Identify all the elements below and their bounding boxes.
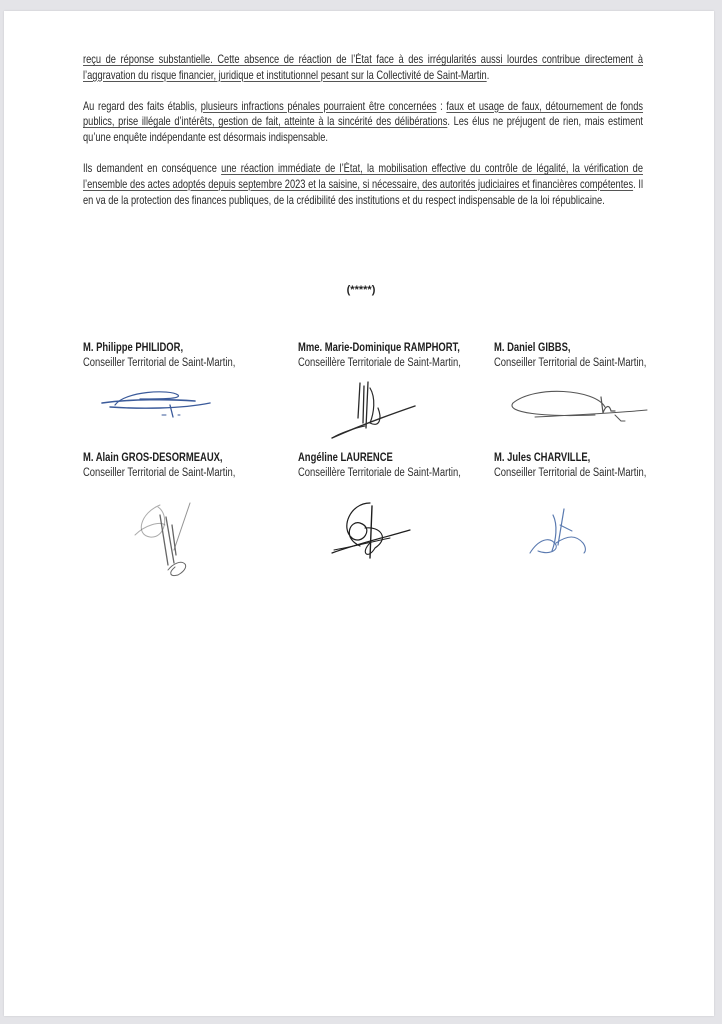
signature-gros-desormeaux <box>130 495 210 580</box>
paragraph-demands <box>83 161 643 208</box>
signatory-role: Conseiller Territorial de Saint-Martin, <box>494 467 647 479</box>
text-run: . <box>486 68 490 82</box>
signatory-name: M. Daniel GIBBS, <box>494 342 571 354</box>
signatory-role: Conseiller Territorial de Saint-Martin, <box>494 357 647 369</box>
signature-philidor <box>100 385 230 425</box>
signatory-role: Conseillère Territoriale de Saint-Martin, <box>298 357 461 369</box>
signatory-name: M. Alain GROS-DESORMEAUX, <box>83 452 223 464</box>
document-body <box>83 52 643 223</box>
signatory-gros-desormeaux <box>83 451 283 481</box>
signatory-name: Angéline LAURENCE <box>298 452 393 464</box>
text-run: Au regard des faits établis, <box>83 99 201 113</box>
signatory-role: Conseiller Territorial de Saint-Martin, <box>83 357 236 369</box>
signatory-name: M. Philippe PHILIDOR, <box>83 342 184 354</box>
signatory-name: M. Jules CHARVILLE, <box>494 452 591 464</box>
signatory-ramphort <box>298 341 498 371</box>
signature-laurence <box>330 498 415 568</box>
underlined-text: reçu de réponse substantielle. Cette absence de réaction de l’État face à des irrégularités aussi lourdes contribue directement à l’aggravation du risque financier, juridique et institutionnel pesant sur la Collectivité de Saint-Martin <box>83 53 643 82</box>
section-separator: (*****) <box>346 284 376 296</box>
signatory-gibbs <box>494 341 694 371</box>
paragraph-penal-offenses <box>83 99 643 146</box>
signature-charville <box>528 505 593 560</box>
underlined-text: faux et usage de faux, détournement de fonds publics, prise illégale d’intérêts, gestion de fait, atteinte à la sincérité des délibérations <box>83 99 644 129</box>
signatory-role: Conseiller Territorial de Saint-Martin, <box>83 467 236 479</box>
underlined-text: plusieurs infractions pénales pourraient être concernées <box>200 99 437 113</box>
text-run: . Il en va de la protection des finances publiques, de la crédibilité des institutions et du respect indispensable de la loi républicaine. <box>83 177 643 207</box>
signature-gibbs <box>505 385 650 430</box>
underlined-text: une réaction immédiate de l’État, la mobilisation effective du contrôle de légalité, la vérification de l’ensemble des actes adoptés depuis septembre 2023 et la saisine, si nécessaire, des autorités judiciaires et financières compétentes <box>83 161 643 191</box>
text-run: : <box>436 99 447 113</box>
text-run: Ils demandent en conséquence <box>83 161 222 175</box>
signatory-role: Conseillère Territoriale de Saint-Martin, <box>298 467 461 479</box>
signatory-charville <box>494 451 694 481</box>
text-run: . Les élus ne préjugent de rien, mais estiment qu’une enquête indépendante est désormais indispensable. <box>83 115 644 145</box>
paragraph-state-response <box>83 52 643 84</box>
signature-ramphort <box>330 378 420 443</box>
signatory-laurence <box>298 451 498 481</box>
signatory-name: Mme. Marie-Dominique RAMPHORT, <box>298 342 460 354</box>
signatory-philidor <box>83 341 283 371</box>
